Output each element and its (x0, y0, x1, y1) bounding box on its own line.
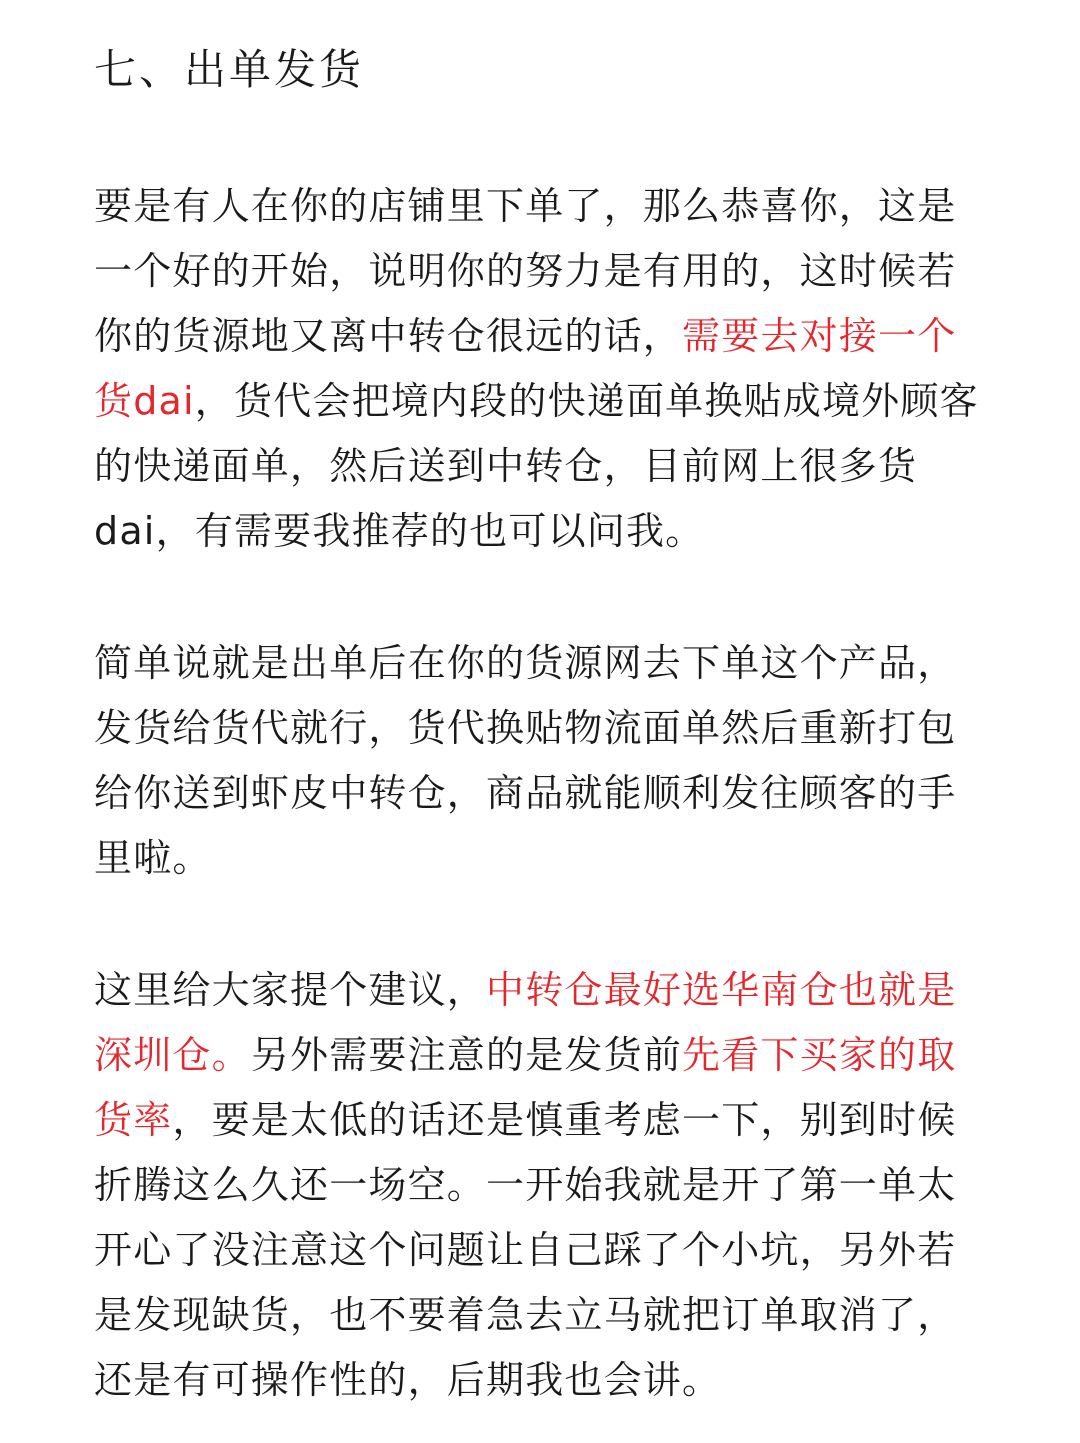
text-segment: 这里给大家提个建议， (94, 968, 487, 1012)
highlight-text: 需要去对接一个货dai (94, 314, 957, 423)
paragraph-order-handling (94, 174, 994, 564)
paragraph-advice (94, 958, 994, 1413)
text-segment: 简单说就是出单后在你的货源网去下单这个产品，发货给货代就行，货代换贴物流面单然后重新打包给你送到虾皮中转仓，商品就能顺利发往顾客的手里啦。 (94, 641, 957, 880)
highlight-text: 先看下买家的取货率 (94, 1033, 957, 1142)
text-segment: ，货代会把境内段的快递面单换贴成境外顾客的快递面单，然后送到中转仓，目前网上很多货dai，有需要我推荐的也可以问我。 (94, 379, 979, 553)
text-segment: ，要是太低的话还是慎重考虑一下，别到时候折腾这么久还一场空。一开始我就是开了第一单太开心了没注意这个问题让自己踩了个小坑，另外若是发现缺货，也不要着急去立马就把订单取消了，还是有可操作性的，后期我也会讲。 (94, 1098, 957, 1402)
highlight-text: 中转仓最好选华南仓也就是深圳仓。 (94, 968, 957, 1077)
section-title: 七、出单发货 (94, 45, 365, 94)
text-segment: 要是有人在你的店铺里下单了，那么恭喜你，这是一个好的开始，说明你的努力是有用的，这时候若你的货源地又离中转仓很远的话， (94, 184, 957, 358)
paragraph-summary (94, 631, 994, 891)
text-segment: 另外需要注意的是发货前 (250, 1033, 683, 1077)
